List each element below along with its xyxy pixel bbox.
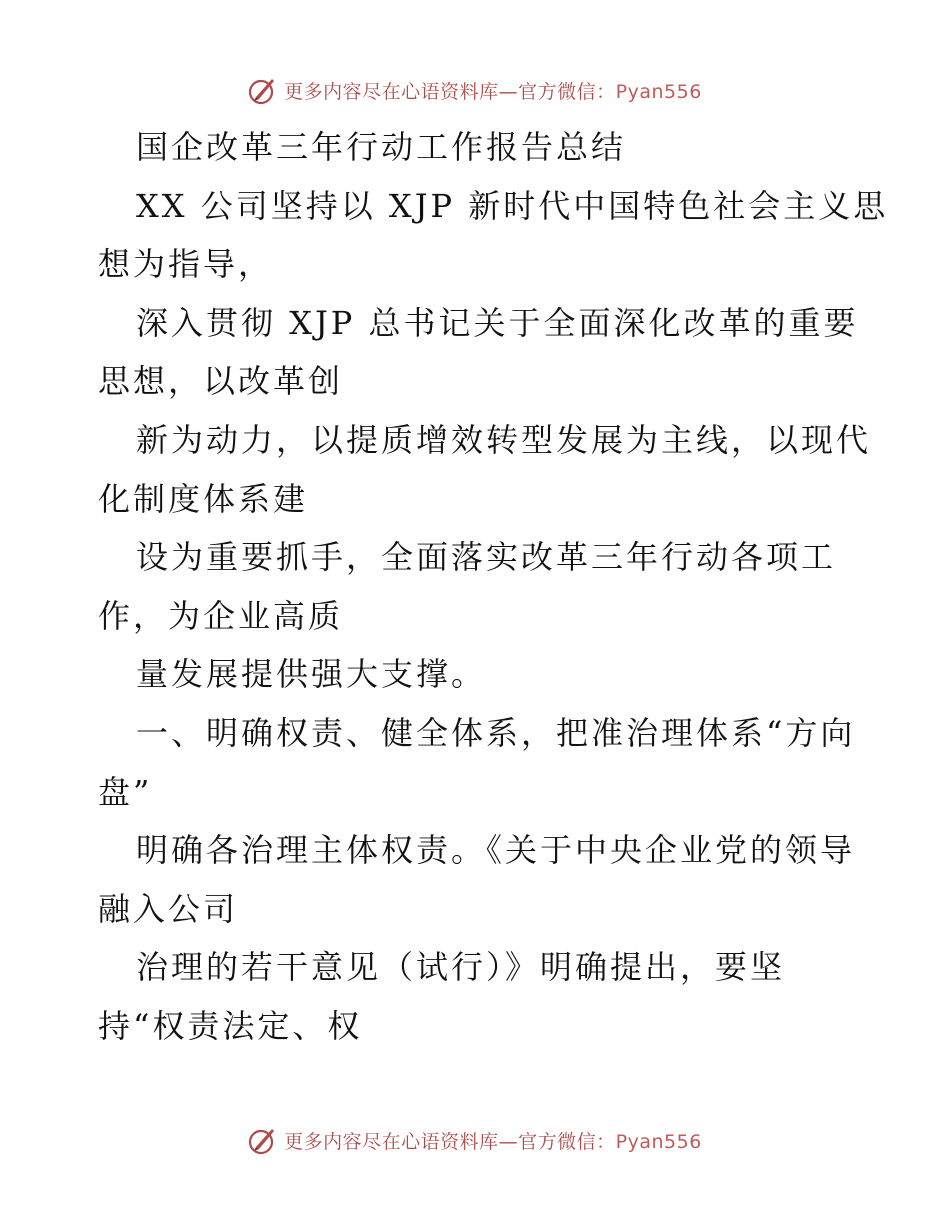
text-line: 治理的若干意见（试行）》明确提出，要坚 [136,948,786,987]
text-line: 国企改革三年行动工作报告总结 [136,128,627,166]
banner-caption: 更多内容尽在心语资料库—官方微信： [284,80,616,103]
footer-banner [0,1120,950,1160]
text-line: 想为指导， [98,245,274,284]
text-line: 明确各治理主体权责。《关于中央企业党的领导 [136,831,856,870]
banner-wechat-id: Pyan556 [615,80,702,103]
text-line: 盘” [98,772,153,811]
quill-pen-logo-icon [248,1125,278,1155]
text-line: 量发展提供强大支撑。 [136,655,487,694]
text-line: 一、明确权责、健全体系，把准治理体系“方向 [136,713,856,752]
document-body [98,118,889,1056]
text-line: 作，为企业高质 [98,596,344,635]
text-line: 新为动力，以提质增效转型发展为主线，以现代 [136,420,872,459]
banner-caption: 更多内容尽在心语资料库—官方微信： [284,1130,616,1153]
text-line: 持“权责法定、权 [98,1006,363,1045]
text-line: 思想，以改革创 [98,362,344,401]
text-line: 深入贯彻 XJP 总书记关于全面深化改革的重要 [136,303,859,342]
text-line: 融入公司 [98,889,239,928]
banner-text [284,1127,702,1154]
banner-wechat-id: Pyan556 [615,1130,702,1153]
text-line: XX 公司坚持以 XJP 新时代中国特色社会主义思 [136,186,889,225]
quill-pen-logo-icon [248,75,278,105]
header-banner [0,70,950,110]
text-line: 设为重要抓手，全面落实改革三年行动各项工 [136,538,837,577]
banner-text [284,77,702,104]
text-line: 化制度体系建 [98,479,309,518]
